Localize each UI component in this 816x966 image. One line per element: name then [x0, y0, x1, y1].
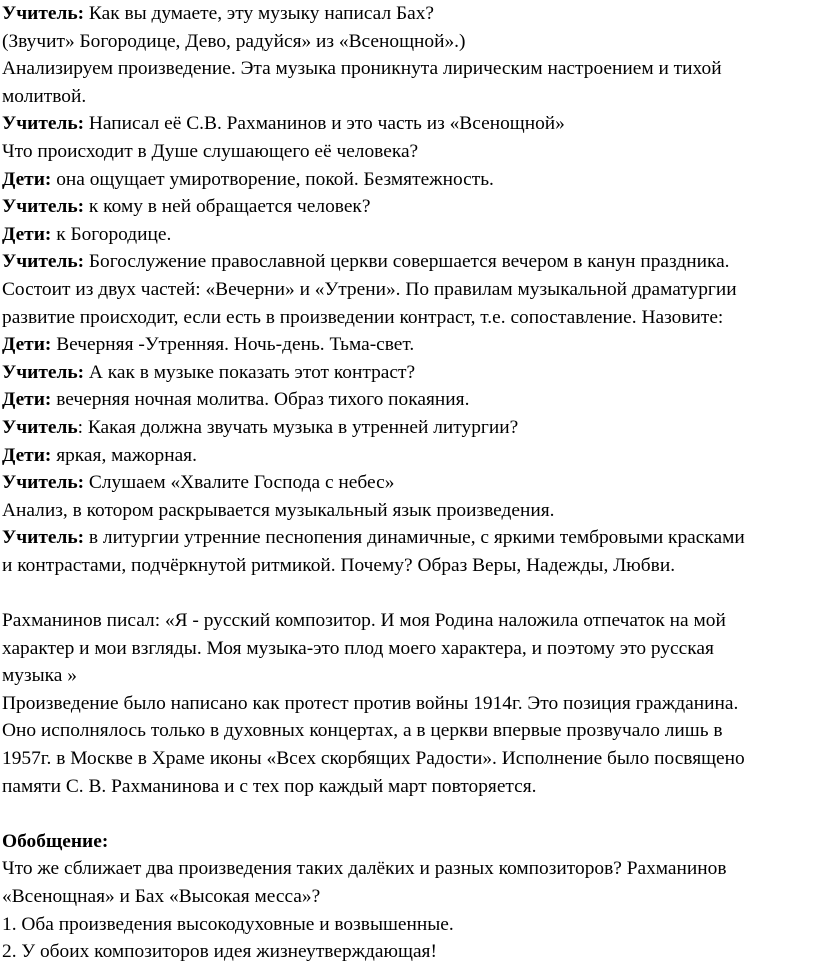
text-line [2, 28, 814, 56]
line-text: Оно исполнялось только в духовных концертах, а в церкви впервые прозвучало лишь в [2, 720, 723, 742]
line-text: вечерняя ночная молитва. Образ тихого покаяния. [51, 389, 470, 411]
line-text: Рахманинов писал: «Я - русский композитор. И моя Родина наложила отпечаток на мой [2, 610, 726, 632]
document-body [2, 0, 814, 966]
text-line [2, 938, 814, 966]
text-line [2, 386, 814, 414]
text-line [2, 414, 814, 442]
line-text: 1. Оба произведения высокодуховные и возвышенные. [2, 913, 454, 935]
text-line [2, 276, 814, 304]
line-text: Анализируем произведение. Эта музыка проникнута лирическим настроением и тихой [2, 58, 722, 80]
line-text: музыка » [2, 665, 77, 687]
text-line [2, 0, 814, 28]
line-text: и контрастами, подчёркнутой ритмикой. Почему? Образ Веры, Надежды, Любви. [2, 554, 676, 576]
line-text: Написал её С.В. Рахманинов и это часть из «Всенощной» [84, 113, 565, 135]
text-line [2, 331, 814, 359]
blank-line [2, 800, 814, 828]
line-text: характер и мои взгляды. Моя музыка-это плод моего характера, и поэтому это русская [2, 637, 714, 659]
text-line [2, 662, 814, 690]
line-text: Анализ, в котором раскрывается музыкальный язык произведения. [2, 499, 555, 521]
line-text: яркая, мажорная. [51, 444, 197, 466]
speaker-label: Учитель: [2, 527, 85, 549]
speaker-label: Учитель: [2, 472, 85, 494]
line-text: А как в музыке показать этот контраст? [84, 361, 416, 383]
speaker-label: Дети: [2, 168, 52, 190]
line-text: 1957г. в Москве в Храме иконы «Всех скорбящих Радости». Исполнение было посвящено [2, 748, 745, 770]
text-line [2, 607, 814, 635]
line-text: Произведение было написано как протест против войны 1914г. Это позиция гражданина. [2, 692, 739, 714]
text-line [2, 110, 814, 138]
text-line [2, 469, 814, 497]
line-text: Вечерняя -Утренняя. Ночь-день. Тьма-свет. [51, 334, 415, 356]
text-line [2, 717, 814, 745]
speaker-label: Учитель: [2, 361, 85, 383]
speaker-label: Дети: [2, 223, 52, 245]
speaker-label: Учитель: [2, 113, 85, 135]
text-line [2, 83, 814, 111]
speaker-label: Дети: [2, 389, 52, 411]
text-line [2, 911, 814, 939]
line-text: развитие происходит, если есть в произведении контраст, т.е. сопоставление. Назовите: [2, 306, 724, 328]
line-text: памяти С. В. Рахманинова и с тех пор каждый март повторяется. [2, 775, 537, 797]
line-text: к Богородице. [51, 223, 172, 245]
text-line [2, 138, 814, 166]
speaker-label: Учитель: [2, 3, 85, 24]
text-line [2, 55, 814, 83]
line-text: молитвой. [2, 85, 87, 107]
speaker-label: Дети: [2, 444, 52, 466]
speaker-label: Дети: [2, 334, 52, 356]
text-line [2, 193, 814, 221]
text-line [2, 745, 814, 773]
line-text: Состоит из двух частей: «Вечерни» и «Утрени». По правилам музыкальной драматургии [2, 278, 737, 300]
text-line [2, 524, 814, 552]
speaker-label: Учитель: [2, 251, 85, 273]
speaker-label: Учитель: [2, 196, 85, 218]
speaker-label: Обобщение: [2, 830, 109, 852]
text-line [2, 828, 814, 856]
text-line [2, 248, 814, 276]
text-line [2, 442, 814, 470]
text-line [2, 883, 814, 911]
text-line [2, 690, 814, 718]
line-text: Богослужение православной церкви совершается вечером в канун праздника. [84, 251, 730, 273]
text-line [2, 497, 814, 525]
text-line [2, 221, 814, 249]
text-line [2, 359, 814, 387]
speaker-label: Учитель [2, 416, 78, 438]
blank-line [2, 579, 814, 607]
line-text: : Какая должна звучать музыка в утренней литургии? [77, 416, 519, 438]
line-text: Что происходит в Душе слушающего её человека? [2, 140, 419, 162]
line-text: (Звучит» Богородице, Дево, радуйся» из «Всенощной».) [2, 30, 466, 52]
line-text: она ощущает умиротворение, покой. Безмятежность. [51, 168, 494, 190]
line-text: Что же сближает два произведения таких далёких и разных композиторов? Рахманинов [2, 858, 727, 880]
text-line [2, 304, 814, 332]
text-line [2, 166, 814, 194]
line-text: 2. У обоих композиторов идея жизнеутверждающая! [2, 941, 437, 963]
line-text: к кому в ней обращается человек? [84, 196, 371, 218]
line-text: «Всенощная» и Бах «Высокая месса»? [2, 886, 321, 907]
line-text: в литургии утренние песнопения динамичные, с яркими тембровыми красками [84, 527, 745, 549]
text-line [2, 552, 814, 580]
line-text: Как вы думаете, эту музыку написал Бах? [84, 3, 435, 24]
text-line [2, 855, 814, 883]
text-line [2, 635, 814, 663]
text-line [2, 773, 814, 801]
line-text: Слушаем «Хвалите Господа с небес» [84, 472, 395, 494]
